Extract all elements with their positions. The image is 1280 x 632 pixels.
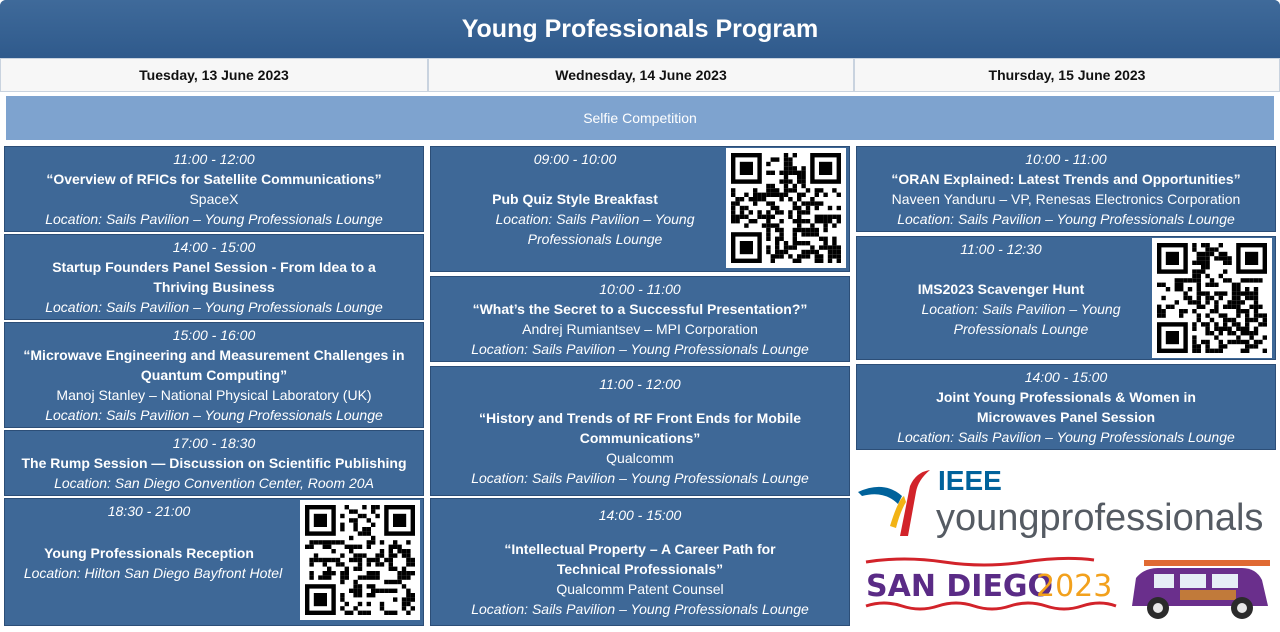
session-time: 09:00 - 10:00: [533, 151, 617, 167]
session-speaker: Qualcomm: [606, 450, 674, 466]
session-title: “Microwave Engineering and Measurement Challenges in Quantum Computing”: [23, 347, 405, 383]
page-title: Young Professionals Program: [0, 0, 1280, 58]
session-title: “History and Trends of RF Front Ends for Mobile Communications”: [478, 410, 801, 446]
wave-top: [866, 558, 1094, 565]
session-location: Location: Sails Pavilion – Young Professionals Lounge: [45, 211, 383, 227]
qr-code-icon[interactable]: [1152, 238, 1272, 358]
session-location: Location: Sails Pavilion – Young Professionals Lounge: [471, 341, 809, 357]
session-time: 14:00 - 15:00: [172, 239, 256, 255]
session-location: Location: Sails Pavilion – Young Professionals Lounge: [897, 429, 1235, 445]
session-time: 15:00 - 16:00: [172, 327, 256, 343]
session-card[interactable]: [4, 146, 424, 232]
session-time: 11:00 - 12:30: [960, 241, 1042, 257]
session-card[interactable]: [430, 276, 850, 362]
session-title: Young Professionals Reception: [44, 545, 254, 561]
day-header-wednesday: Wednesday, 14 June 2023: [428, 58, 854, 92]
session-title: “Intellectual Property – A Career Path for Technical Professionals”: [504, 541, 776, 577]
session-speaker: Naveen Yanduru – VP, Renesas Electronics Corporation: [891, 191, 1241, 207]
session-time: 11:00 - 12:00: [599, 376, 681, 392]
session-title: Startup Founders Panel Session - From Idea to a Thriving Business: [52, 259, 376, 295]
day-header-tuesday: Tuesday, 13 June 2023: [0, 58, 428, 92]
session-card[interactable]: [4, 322, 424, 428]
logo-city-text: SAN DIEGO: [866, 569, 1054, 604]
session-time: 10:00 - 11:00: [599, 281, 681, 297]
session-location: Location: Sails Pavilion – Young Professionals Lounge: [495, 211, 695, 247]
session-card[interactable]: [430, 366, 850, 496]
session-time: 11:00 - 12:00: [173, 151, 255, 167]
session-title: Pub Quiz Style Breakfast: [492, 191, 658, 207]
session-speaker: Qualcomm Patent Counsel: [556, 581, 724, 597]
session-card[interactable]: [856, 364, 1276, 450]
session-card[interactable]: [856, 146, 1276, 232]
session-card[interactable]: [4, 430, 424, 496]
session-time: 17:00 - 18:30: [172, 435, 256, 451]
session-location: Location: Sails Pavilion – Young Professionals Lounge: [45, 299, 383, 315]
swoosh-blue: [858, 487, 902, 504]
session-card[interactable]: [430, 498, 850, 626]
session-location: Location: San Diego Convention Center, Room 20A: [54, 475, 374, 491]
qr-code-icon[interactable]: [726, 148, 846, 268]
logo-year-text: 2023: [1036, 569, 1113, 604]
day-header-thursday: Thursday, 15 June 2023: [854, 58, 1280, 92]
session-location: Location: Sails Pavilion – Young Professionals Lounge: [45, 407, 383, 423]
logo-graphic: [854, 456, 1278, 632]
session-time: 14:00 - 15:00: [1024, 369, 1108, 385]
session-location: Location: Sails Pavilion – Young Professionals Lounge: [471, 601, 809, 617]
session-title: Joint Young Professionals & Women in Microwaves Panel Session: [936, 389, 1196, 425]
session-location: Location: Sails Pavilion – Young Professionals Lounge: [897, 211, 1235, 227]
session-speaker: Andrej Rumiantsev – MPI Corporation: [522, 321, 758, 337]
session-location: Location: Sails Pavilion – Young Professionals Lounge: [921, 301, 1121, 337]
qr-code-icon[interactable]: [300, 500, 420, 620]
session-title: IMS2023 Scavenger Hunt: [917, 281, 1085, 297]
ieee-yp-san-diego-logo: [854, 456, 1278, 632]
woody-car-icon: [1132, 560, 1270, 619]
logo-yp-text: youngprofessionals: [936, 497, 1264, 539]
session-title: The Rump Session — Discussion on Scientific Publishing: [21, 455, 407, 471]
session-title: “Overview of RFICs for Satellite Communications”: [46, 171, 382, 187]
session-card[interactable]: [4, 234, 424, 320]
session-title: “ORAN Explained: Latest Trends and Opportunities”: [891, 171, 1241, 187]
logo-ieee-text: IEEE: [938, 465, 1002, 496]
selfie-banner: Selfie Competition: [6, 96, 1274, 140]
session-time: 10:00 - 11:00: [1025, 151, 1107, 167]
session-speaker: SpaceX: [189, 191, 239, 207]
session-title: “What’s the Secret to a Successful Presentation?”: [472, 301, 808, 317]
session-time: 18:30 - 21:00: [107, 503, 191, 519]
session-time: 14:00 - 15:00: [598, 507, 682, 523]
session-location: Location: Hilton San Diego Bayfront Hotel: [23, 565, 283, 581]
session-location: Location: Sails Pavilion – Young Professionals Lounge: [471, 470, 809, 486]
session-speaker: Manoj Stanley – National Physical Laboratory (UK): [56, 387, 372, 403]
